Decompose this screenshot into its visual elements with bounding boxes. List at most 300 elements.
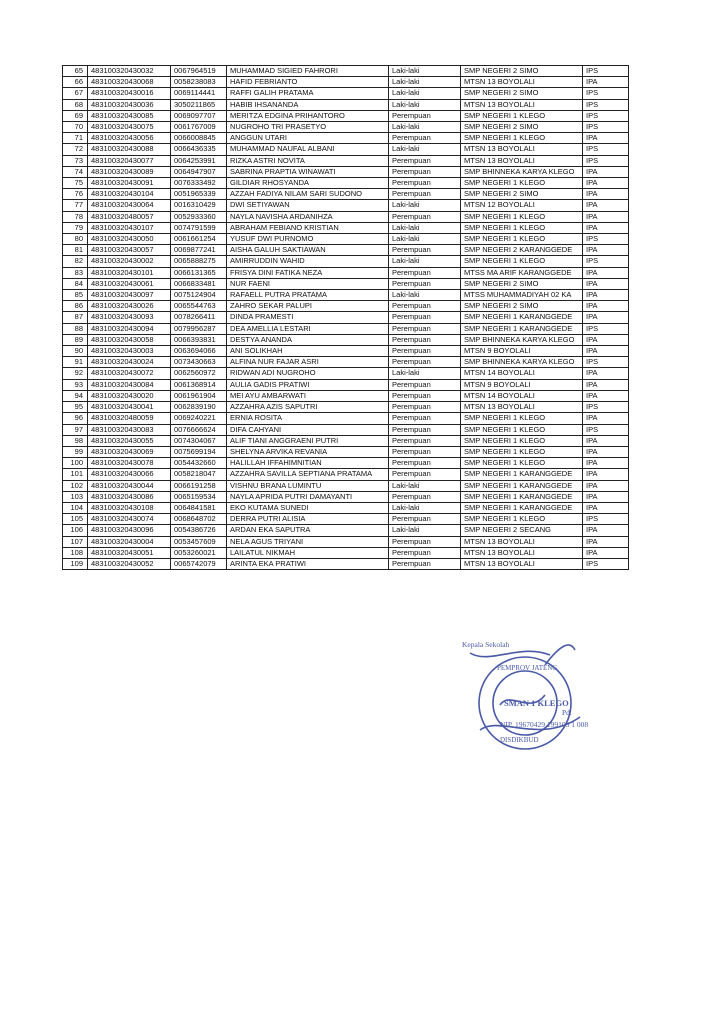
row-number-cell: 75	[63, 178, 88, 189]
registration-id-cell: 483100320430074	[88, 514, 171, 525]
registration-id-cell: 483100320480059	[88, 413, 171, 424]
gender-cell: Perempuan	[389, 458, 461, 469]
student-name-cell: DESTYA ANANDA	[227, 334, 389, 345]
origin-school-cell: SMP NEGERI 2 SIMO	[461, 189, 583, 200]
major-cell: IPA	[583, 502, 629, 513]
origin-school-cell: SMP NEGERI 1 KLEGO	[461, 234, 583, 245]
registration-id-cell: 483100320430101	[88, 267, 171, 278]
student-name-cell: AZZAH FADIYA NILAM SARI SUDONO	[227, 189, 389, 200]
student-name-cell: HAFID FEBRIANTO	[227, 77, 389, 88]
gender-cell: Laki-laki	[389, 144, 461, 155]
major-cell: IPA	[583, 446, 629, 457]
table-row	[63, 88, 629, 99]
gender-cell: Perempuan	[389, 346, 461, 357]
row-number-cell: 91	[63, 357, 88, 368]
origin-school-cell: SMP NEGERI 1 KLEGO	[461, 211, 583, 222]
row-number-cell: 105	[63, 514, 88, 525]
student-name-cell: DERRA PUTRI ALISIA	[227, 514, 389, 525]
student-name-cell: DIFA CAHYANI	[227, 424, 389, 435]
origin-school-cell: SMP BHINNEKA KARYA KLEGO	[461, 357, 583, 368]
student-number-cell: 0016310429	[171, 200, 227, 211]
table-row	[63, 458, 629, 469]
student-name-cell: MERITZA EDGINA PRIHANTORO	[227, 110, 389, 121]
row-number-cell: 69	[63, 110, 88, 121]
registration-id-cell: 483100320430016	[88, 88, 171, 99]
signer-suffix: Pd.	[562, 708, 572, 717]
major-cell: IPS	[583, 357, 629, 368]
registration-id-cell: 483100320430078	[88, 458, 171, 469]
row-number-cell: 106	[63, 525, 88, 536]
row-number-cell: 97	[63, 424, 88, 435]
major-cell: IPA	[583, 334, 629, 345]
row-number-cell: 83	[63, 267, 88, 278]
gender-cell: Laki-laki	[389, 256, 461, 267]
student-number-cell: 0063694066	[171, 346, 227, 357]
registration-id-cell: 483100320430107	[88, 222, 171, 233]
row-number-cell: 92	[63, 368, 88, 379]
origin-school-cell: MTSN 9 BOYOLALI	[461, 379, 583, 390]
major-cell: IPS	[583, 99, 629, 110]
origin-school-cell: MTSN 13 BOYOLALI	[461, 402, 583, 413]
gender-cell: Perempuan	[389, 547, 461, 558]
row-number-cell: 73	[63, 155, 88, 166]
student-number-cell: 0069114441	[171, 88, 227, 99]
student-number-cell: 0062839190	[171, 402, 227, 413]
registration-id-cell: 483100320430002	[88, 256, 171, 267]
student-number-cell: 0066393831	[171, 334, 227, 345]
major-cell: IPA	[583, 267, 629, 278]
gender-cell: Perempuan	[389, 278, 461, 289]
row-number-cell: 89	[63, 334, 88, 345]
registration-id-cell: 483100320430077	[88, 155, 171, 166]
table-row	[63, 200, 629, 211]
registration-id-cell: 483100320430085	[88, 110, 171, 121]
major-cell: IPS	[583, 122, 629, 133]
origin-school-cell: SMP NEGERI 1 KARANGGEDE	[461, 480, 583, 491]
stamp-ring-top: PEMPROV JATENG	[497, 664, 558, 672]
student-number-cell: 0064947907	[171, 166, 227, 177]
student-number-cell: 0066833481	[171, 278, 227, 289]
table-row	[63, 278, 629, 289]
student-number-cell: 0068648702	[171, 514, 227, 525]
row-number-cell: 90	[63, 346, 88, 357]
registration-id-cell: 483100320430055	[88, 435, 171, 446]
row-number-cell: 103	[63, 491, 88, 502]
student-name-cell: MEI AYU AMBARWATI	[227, 390, 389, 401]
major-cell: IPA	[583, 200, 629, 211]
row-number-cell: 98	[63, 435, 88, 446]
gender-cell: Laki-laki	[389, 480, 461, 491]
origin-school-cell: SMP NEGERI 2 SIMO	[461, 278, 583, 289]
registration-id-cell: 483100320430069	[88, 446, 171, 457]
student-name-cell: ALFINA NUR FAJAR ASRI	[227, 357, 389, 368]
major-cell: IPA	[583, 178, 629, 189]
student-name-cell: ANI SOLIKHAH	[227, 346, 389, 357]
gender-cell: Perempuan	[389, 446, 461, 457]
student-name-cell: RAFFI GALIH PRATAMA	[227, 88, 389, 99]
registration-id-cell: 483100320430057	[88, 245, 171, 256]
table-row	[63, 99, 629, 110]
student-number-cell: 0065159534	[171, 491, 227, 502]
gender-cell: Laki-laki	[389, 234, 461, 245]
gender-cell: Laki-laki	[389, 222, 461, 233]
origin-school-cell: SMP NEGERI 1 KLEGO	[461, 514, 583, 525]
registration-id-cell: 483100320430096	[88, 525, 171, 536]
origin-school-cell: MTSN 13 BOYOLALI	[461, 99, 583, 110]
major-cell: IPA	[583, 469, 629, 480]
signature-stroke	[470, 651, 550, 656]
table-row	[63, 514, 629, 525]
student-name-cell: RIZKA ASTRI NOVITA	[227, 155, 389, 166]
student-table	[62, 65, 629, 570]
student-name-cell: AZZAHRA AZIS SAPUTRI	[227, 402, 389, 413]
registration-id-cell: 483100320430032	[88, 66, 171, 77]
student-number-cell: 0061961904	[171, 390, 227, 401]
student-name-cell: DEA AMELLIA LESTARI	[227, 323, 389, 334]
student-name-cell: ERNIA ROSITA	[227, 413, 389, 424]
table-row	[63, 312, 629, 323]
origin-school-cell: SMP NEGERI 1 KARANGGEDE	[461, 502, 583, 513]
registration-id-cell: 483100320430044	[88, 480, 171, 491]
gender-cell: Perempuan	[389, 379, 461, 390]
table-row	[63, 155, 629, 166]
registration-id-cell: 483100320430052	[88, 558, 171, 569]
major-cell: IPS	[583, 66, 629, 77]
table-row	[63, 211, 629, 222]
origin-school-cell: SMP NEGERI 1 KLEGO	[461, 133, 583, 144]
gender-cell: Perempuan	[389, 312, 461, 323]
major-cell: IPA	[583, 480, 629, 491]
student-number-cell: 0058218047	[171, 469, 227, 480]
gender-cell: Perempuan	[389, 166, 461, 177]
origin-school-cell: SMP NEGERI 1 KLEGO	[461, 458, 583, 469]
major-cell: IPS	[583, 234, 629, 245]
gender-cell: Perempuan	[389, 110, 461, 121]
gender-cell: Perempuan	[389, 301, 461, 312]
student-number-cell: 0054386726	[171, 525, 227, 536]
gender-cell: Perempuan	[389, 323, 461, 334]
table-row	[63, 379, 629, 390]
major-cell: IPA	[583, 290, 629, 301]
student-name-cell: ARDAN EKA SAPUTRA	[227, 525, 389, 536]
student-number-cell: 0065544763	[171, 301, 227, 312]
student-name-cell: MUHAMMAD NAUFAL ALBANI	[227, 144, 389, 155]
gender-cell: Laki-laki	[389, 66, 461, 77]
table-row	[63, 77, 629, 88]
registration-id-cell: 483100320430086	[88, 491, 171, 502]
table-row	[63, 469, 629, 480]
student-number-cell: 0061767009	[171, 122, 227, 133]
student-name-cell: RIDWAN ADI NUGROHO	[227, 368, 389, 379]
row-number-cell: 104	[63, 502, 88, 513]
gender-cell: Perempuan	[389, 267, 461, 278]
table-row	[63, 402, 629, 413]
student-number-cell: 0053260021	[171, 547, 227, 558]
registration-id-cell: 483100320430003	[88, 346, 171, 357]
registration-id-cell: 483100320430093	[88, 312, 171, 323]
table-row	[63, 189, 629, 200]
row-number-cell: 80	[63, 234, 88, 245]
student-name-cell: SHELYNA ARVIKA REVANIA	[227, 446, 389, 457]
student-number-cell: 0052933360	[171, 211, 227, 222]
major-cell: IPA	[583, 77, 629, 88]
stamp-center-text: SMAN 1 KLEGO	[504, 698, 569, 708]
student-name-cell: HALILLAH IFFAHIMNITIAN	[227, 458, 389, 469]
gender-cell: Laki-laki	[389, 368, 461, 379]
student-number-cell: 0078266411	[171, 312, 227, 323]
row-number-cell: 67	[63, 88, 88, 99]
origin-school-cell: SMP NEGERI 1 KARANGGEDE	[461, 491, 583, 502]
registration-id-cell: 483100320430050	[88, 234, 171, 245]
gender-cell: Perempuan	[389, 402, 461, 413]
row-number-cell: 100	[63, 458, 88, 469]
major-cell: IPA	[583, 413, 629, 424]
student-number-cell: 3050211865	[171, 99, 227, 110]
table-row	[63, 502, 629, 513]
headmaster-stamp	[450, 635, 680, 765]
table-row	[63, 491, 629, 502]
student-number-cell: 0061661254	[171, 234, 227, 245]
signer-nip: NIP. 19670429 199103 1 008	[500, 720, 589, 729]
row-number-cell: 93	[63, 379, 88, 390]
student-number-cell: 0069877241	[171, 245, 227, 256]
origin-school-cell: SMP NEGERI 1 KARANGGEDE	[461, 323, 583, 334]
table-row	[63, 480, 629, 491]
gender-cell: Laki-laki	[389, 200, 461, 211]
major-cell: IPA	[583, 368, 629, 379]
table-row	[63, 301, 629, 312]
student-name-cell: AULIA GADIS PRATIWI	[227, 379, 389, 390]
registration-id-cell: 483100320430064	[88, 200, 171, 211]
origin-school-cell: SMP BHINNEKA KARYA KLEGO	[461, 334, 583, 345]
registration-id-cell: 483100320430024	[88, 357, 171, 368]
student-number-cell: 0058238083	[171, 77, 227, 88]
major-cell: IPS	[583, 144, 629, 155]
major-cell: IPA	[583, 211, 629, 222]
origin-school-cell: SMP NEGERI 1 KLEGO	[461, 178, 583, 189]
gender-cell: Perempuan	[389, 178, 461, 189]
major-cell: IPS	[583, 256, 629, 267]
gender-cell: Perempuan	[389, 413, 461, 424]
table-row	[63, 368, 629, 379]
student-name-cell: GILDIAR RHOSYANDA	[227, 178, 389, 189]
origin-school-cell: MTSN 13 BOYOLALI	[461, 144, 583, 155]
major-cell: IPS	[583, 155, 629, 166]
origin-school-cell: MTSN 13 BOYOLALI	[461, 155, 583, 166]
student-name-cell: AZZAHRA SAVILLA SEPTIANA PRATAMA	[227, 469, 389, 480]
gender-cell: Perempuan	[389, 558, 461, 569]
student-name-cell: ALIF TIANI ANGGRAENI PUTRI	[227, 435, 389, 446]
student-name-cell: YUSUF DWI PURNOMO	[227, 234, 389, 245]
table-row	[63, 446, 629, 457]
student-name-cell: SABRINA PRAPTIA WINAWATI	[227, 166, 389, 177]
major-cell: IPS	[583, 402, 629, 413]
gender-cell: Perempuan	[389, 435, 461, 446]
table-row	[63, 66, 629, 77]
student-name-cell: MUHAMMAD SIGIED FAHRORI	[227, 66, 389, 77]
major-cell: IPS	[583, 88, 629, 99]
student-number-cell: 0053457609	[171, 536, 227, 547]
row-number-cell: 65	[63, 66, 88, 77]
student-name-cell: FRISYA DINI FATIKA NEZA	[227, 267, 389, 278]
row-number-cell: 107	[63, 536, 88, 547]
row-number-cell: 81	[63, 245, 88, 256]
table-row	[63, 390, 629, 401]
table-row	[63, 547, 629, 558]
student-name-cell: NAYLA APRIDA PUTRI DAMAYANTI	[227, 491, 389, 502]
student-number-cell: 0065888275	[171, 256, 227, 267]
gender-cell: Perempuan	[389, 424, 461, 435]
student-name-cell: NUGROHO TRI PRASETYO	[227, 122, 389, 133]
row-number-cell: 96	[63, 413, 88, 424]
gender-cell: Perempuan	[389, 155, 461, 166]
student-number-cell: 0074304067	[171, 435, 227, 446]
origin-school-cell: SMP NEGERI 1 KLEGO	[461, 222, 583, 233]
gender-cell: Perempuan	[389, 390, 461, 401]
student-name-cell: LAILATUL NIKMAH	[227, 547, 389, 558]
row-number-cell: 79	[63, 222, 88, 233]
registration-id-cell: 483100320430004	[88, 536, 171, 547]
student-number-cell: 0073430663	[171, 357, 227, 368]
student-name-cell: AMIRRUDDIN WAHID	[227, 256, 389, 267]
table-row	[63, 334, 629, 345]
registration-id-cell: 483100320430091	[88, 178, 171, 189]
student-number-cell: 0066436335	[171, 144, 227, 155]
gender-cell: Laki-laki	[389, 290, 461, 301]
gender-cell: Laki-laki	[389, 502, 461, 513]
origin-school-cell: SMP NEGERI 1 KLEGO	[461, 424, 583, 435]
student-number-cell: 0067964519	[171, 66, 227, 77]
student-number-cell: 0075124904	[171, 290, 227, 301]
table-row	[63, 435, 629, 446]
student-number-cell: 0066191258	[171, 480, 227, 491]
table-row	[63, 267, 629, 278]
origin-school-cell: MTSN 14 BOYOLALI	[461, 368, 583, 379]
table-row	[63, 222, 629, 233]
table-row	[63, 413, 629, 424]
student-number-cell: 0051965339	[171, 189, 227, 200]
row-number-cell: 78	[63, 211, 88, 222]
row-number-cell: 77	[63, 200, 88, 211]
row-number-cell: 85	[63, 290, 88, 301]
student-name-cell: ARINTA EKA PRATIWI	[227, 558, 389, 569]
registration-id-cell: 483100320430089	[88, 166, 171, 177]
table-row	[63, 525, 629, 536]
registration-id-cell: 483100320430108	[88, 502, 171, 513]
major-cell: IPA	[583, 379, 629, 390]
table-row	[63, 178, 629, 189]
registration-id-cell: 483100320430072	[88, 368, 171, 379]
table-row	[63, 346, 629, 357]
student-number-cell: 0076666624	[171, 424, 227, 435]
row-number-cell: 86	[63, 301, 88, 312]
row-number-cell: 84	[63, 278, 88, 289]
origin-school-cell: MTSN 14 BOYOLALI	[461, 390, 583, 401]
major-cell: IPA	[583, 547, 629, 558]
row-number-cell: 71	[63, 133, 88, 144]
row-number-cell: 102	[63, 480, 88, 491]
row-number-cell: 109	[63, 558, 88, 569]
gender-cell: Laki-laki	[389, 122, 461, 133]
major-cell: IPS	[583, 558, 629, 569]
student-name-cell: HABIB IHSANANDA	[227, 99, 389, 110]
table-row	[63, 144, 629, 155]
gender-cell: Perempuan	[389, 189, 461, 200]
table-row	[63, 122, 629, 133]
origin-school-cell: SMP NEGERI 2 SECANG	[461, 525, 583, 536]
row-number-cell: 101	[63, 469, 88, 480]
student-name-cell: RAFAELL PUTRA PRATAMA	[227, 290, 389, 301]
major-cell: IPA	[583, 346, 629, 357]
student-number-cell: 0075699194	[171, 446, 227, 457]
student-name-cell: NAYLA NAVISHA ARDANIHZA	[227, 211, 389, 222]
student-name-cell: VISHNU BRANA LUMINTU	[227, 480, 389, 491]
row-number-cell: 88	[63, 323, 88, 334]
major-cell: IPA	[583, 435, 629, 446]
gender-cell: Laki-laki	[389, 525, 461, 536]
origin-school-cell: MTSN 13 BOYOLALI	[461, 77, 583, 88]
row-number-cell: 68	[63, 99, 88, 110]
origin-school-cell: MTSS MA ARIF KARANGGEDE	[461, 267, 583, 278]
origin-school-cell: MTSN 13 BOYOLALI	[461, 547, 583, 558]
registration-id-cell: 483100320430051	[88, 547, 171, 558]
table-row	[63, 133, 629, 144]
gender-cell: Perempuan	[389, 536, 461, 547]
row-number-cell: 87	[63, 312, 88, 323]
table-row	[63, 234, 629, 245]
origin-school-cell: SMP NEGERI 2 SIMO	[461, 88, 583, 99]
student-table-body	[63, 66, 629, 570]
origin-school-cell: SMP NEGERI 1 KLEGO	[461, 256, 583, 267]
major-cell: IPS	[583, 424, 629, 435]
major-cell: IPA	[583, 245, 629, 256]
major-cell: IPS	[583, 110, 629, 121]
row-number-cell: 99	[63, 446, 88, 457]
row-number-cell: 108	[63, 547, 88, 558]
registration-id-cell: 483100320430066	[88, 469, 171, 480]
origin-school-cell: SMP NEGERI 1 KARANGGEDE	[461, 312, 583, 323]
major-cell: IPA	[583, 189, 629, 200]
registration-id-cell: 483100320430068	[88, 77, 171, 88]
major-cell: IPA	[583, 166, 629, 177]
row-number-cell: 70	[63, 122, 88, 133]
table-row	[63, 424, 629, 435]
student-name-cell: NUR FAENI	[227, 278, 389, 289]
registration-id-cell: 483100320430075	[88, 122, 171, 133]
origin-school-cell: SMP NEGERI 1 KLEGO	[461, 446, 583, 457]
student-name-cell: ANGGUN UTARI	[227, 133, 389, 144]
major-cell: IPA	[583, 390, 629, 401]
student-number-cell: 0066008845	[171, 133, 227, 144]
gender-cell: Laki-laki	[389, 99, 461, 110]
row-number-cell: 66	[63, 77, 88, 88]
origin-school-cell: SMP NEGERI 1 KLEGO	[461, 435, 583, 446]
table-row	[63, 256, 629, 267]
major-cell: IPA	[583, 278, 629, 289]
row-number-cell: 72	[63, 144, 88, 155]
row-number-cell: 74	[63, 166, 88, 177]
gender-cell: Perempuan	[389, 491, 461, 502]
gender-cell: Perempuan	[389, 357, 461, 368]
gender-cell: Laki-laki	[389, 77, 461, 88]
student-number-cell: 0061368914	[171, 379, 227, 390]
student-number-cell: 0064253991	[171, 155, 227, 166]
registration-id-cell: 483100320430041	[88, 402, 171, 413]
major-cell: IPA	[583, 536, 629, 547]
gender-cell: Perempuan	[389, 245, 461, 256]
gender-cell: Perempuan	[389, 514, 461, 525]
gender-cell: Perempuan	[389, 334, 461, 345]
